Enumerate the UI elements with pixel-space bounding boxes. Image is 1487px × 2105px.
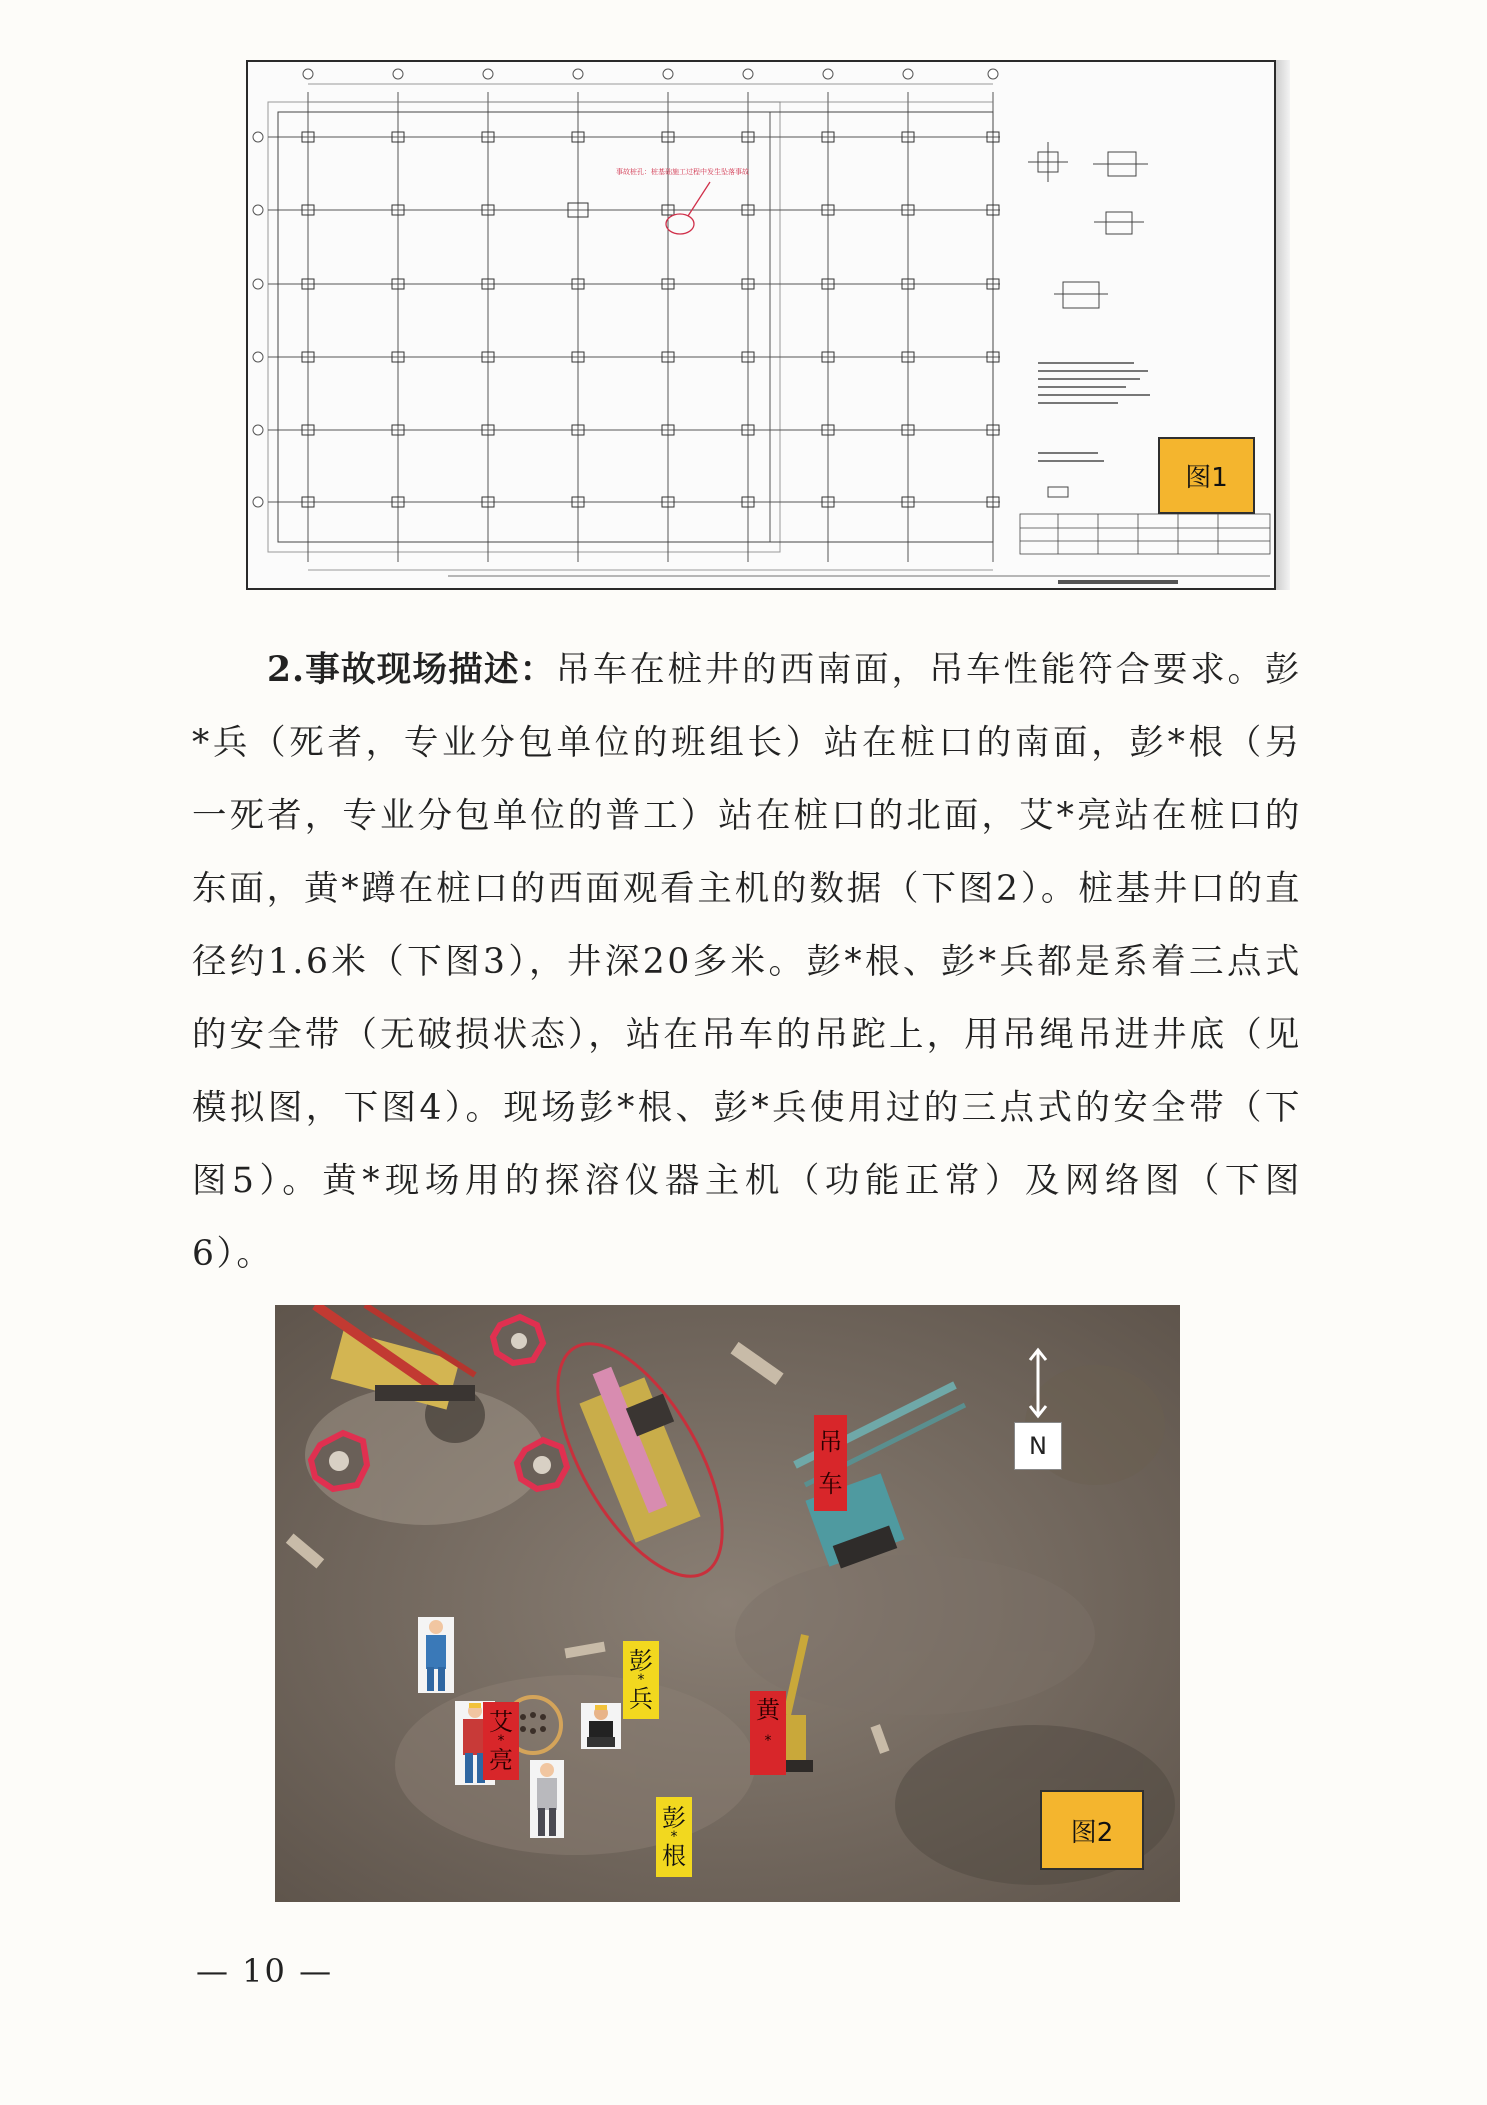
label-peng-bing-char-1: 彭 (629, 1647, 653, 1675)
page-number: — 10 — (196, 1952, 334, 1990)
structural-plan-drawing (248, 62, 1274, 588)
figure-2-badge: 图2 (1040, 1790, 1144, 1870)
accident-callout: 事故桩孔：桩基础施工过程中发生坠落事故 (616, 168, 749, 176)
label-ai-liang-star: * (497, 1733, 505, 1749)
label-peng-bing (623, 1641, 659, 1719)
crane-label-char-1: 吊 (818, 1428, 843, 1456)
label-huang-char-1: 黄 (756, 1696, 780, 1724)
label-ai-liang (483, 1702, 519, 1780)
label-peng-gen-char-1: 彭 (662, 1804, 686, 1832)
section-heading: 2.事故现场描述： (267, 650, 556, 690)
label-peng-gen-char-2: 根 (662, 1842, 686, 1870)
worker-peng-bing-pictogram (418, 1617, 454, 1693)
section-body: 吊车在桩井的西南面，吊车性能符合要求。彭*兵（死者，专业分包单位的班组长）站在桩口的南面，彭*根（另一死者，专业分包单位的普工）站在桩口的北面，艾*亮站在桩口的东面，黄*蹲在桩口的西面观看主机的数据（下图2）。桩基井口的直径约1.6米（下图3），井深20多米。彭*根、彭*兵都是系着三点式的安全带（无破损状态），站在吊车的吊跎上，用吊绳吊进井底（见模拟图，下图4）。现场彭*根、彭*兵使用过的三点式的安全带（下图5）。黄*现场用的探溶仪器主机（功能正常）及网络图（下图6）。 (192, 650, 1302, 1274)
label-peng-gen-star: * (670, 1829, 678, 1845)
crane-label-char-2: 车 (818, 1470, 843, 1498)
figure-1-badge: 图1 (1158, 437, 1255, 514)
label-huang (750, 1691, 786, 1775)
figure-1-drawing (246, 60, 1276, 590)
north-arrow-icon (1026, 1346, 1050, 1420)
north-indicator: N (1014, 1422, 1062, 1470)
crane-label (814, 1415, 847, 1511)
label-peng-bing-star: * (637, 1672, 645, 1688)
worker-huang-pictogram (581, 1703, 621, 1749)
label-peng-bing-char-2: 兵 (629, 1685, 653, 1713)
accident-scene-description (192, 634, 1302, 1291)
label-ai-liang-char-1: 艾 (489, 1708, 513, 1736)
scan-edge-shadow (1276, 60, 1290, 590)
label-huang-star: * (764, 1733, 772, 1749)
label-ai-liang-char-2: 亮 (489, 1746, 513, 1774)
worker-peng-gen-pictogram (530, 1760, 564, 1838)
label-peng-gen (656, 1797, 692, 1877)
